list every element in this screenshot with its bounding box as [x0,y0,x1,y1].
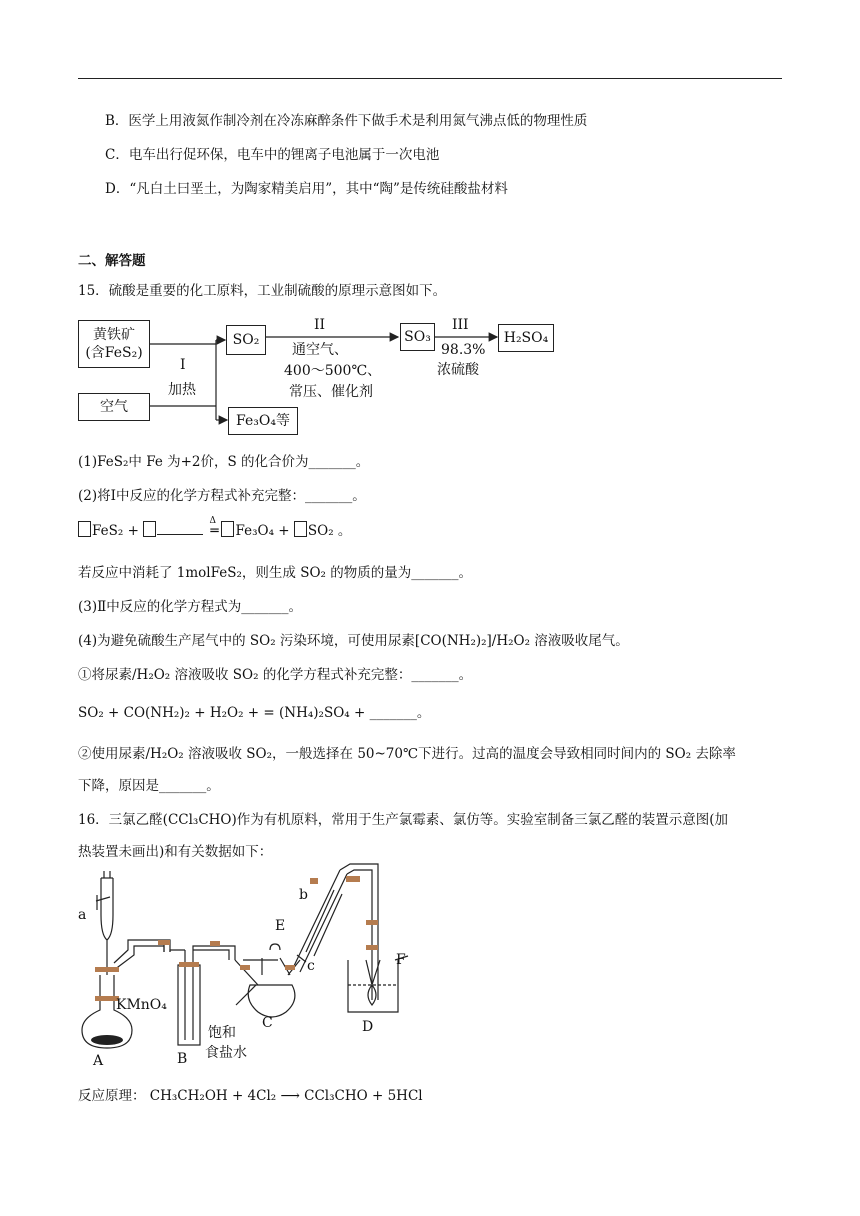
q15-equation-2: SO₂ + CO(NH₂)₂ + H₂O₂ + = (NH₄)₂SO₄ + _______。 [78,705,431,721]
brine-label-2: 食盐水 [205,1045,247,1061]
brine-label-1: 饱和 [208,1025,236,1041]
q16-intro-line2: 热装置未画出)和有关数据如下： [78,844,273,860]
q15-part4b-line2: 下降，原因是_______。 [78,778,220,794]
section-title: 二、解答题 [78,253,146,269]
q15-part2: (2)将Ⅰ中反应的化学方程式补充完整：_______。 [78,488,366,504]
q15-part1: (1)FeS₂中 Fe 为+2价，S 的化合价为_______。 [78,454,370,470]
h2so4-label: H₂SO₄ [503,330,549,346]
fe3o4-label: Fe₃O₄等 [236,413,290,429]
q15-part2b: 若反应中消耗了 1molFeS₂，则生成 SO₂ 的物质的量为_______。 [78,565,472,581]
step2-condition-2: 400～500℃、 [284,363,382,379]
q15-part3: (3)Ⅱ中反应的化学方程式为_______。 [78,599,303,615]
eq-fe3o4: Fe₃O₄ + [235,523,290,539]
label-e: E [275,918,286,934]
step3-roman: III [452,317,469,333]
label-b: b [299,887,308,903]
option-b: B．医学上用液氮作制冷剂在冷冻麻醉条件下做手术是利用氮气沸点低的物理性质 [105,113,588,129]
eq-so2: SO₂ 。 [307,523,352,539]
vessel-c-label: C [262,1015,273,1031]
eq-fes2: FeS₂ + [92,523,139,539]
step2-roman: II [314,317,326,333]
label-a: a [78,907,87,923]
reagent-kmno4: KMnO₄ [116,997,167,1013]
label-f: F [396,952,406,968]
step1-roman: I [180,357,186,373]
heat-equals-sign: Δ ═ [207,521,221,541]
step2-condition-1: 通空气、 [292,342,348,358]
option-c: C．电车出行促环保，电车中的锂离子电池属于一次电池 [105,147,440,163]
air-label: 空气 [100,399,128,415]
step2-condition-3: 常压、催化剂 [289,384,373,400]
step3-condition-2: 浓硫酸 [437,362,479,378]
q15-part4a: ①将尿素/H₂O₂ 溶液吸收 SO₂ 的化学方程式补充完整：_______。 [78,667,473,683]
vessel-a-label: A [93,1053,104,1069]
step1-condition: 加热 [168,382,196,398]
so3-label: SO₃ [404,329,431,345]
so2-label: SO₂ [232,332,260,348]
step3-condition-1: 98.3% [441,342,486,358]
vessel-d-label: D [362,1019,374,1035]
q15-part4: (4)为避免硫酸生产尾气中的 SO₂ 污染环境，可使用尿素[CO(NH₂)₂]/H₂O₂ 溶液吸收尾气。 [78,633,629,649]
pyrite-formula: (含FeS₂) [85,345,143,361]
pyrite-label: 黄铁矿 [93,327,135,343]
label-c: c [307,958,315,974]
q15-intro: 15．硫酸是重要的化工原料，工业制硫酸的原理示意图如下。 [78,283,447,299]
option-d: D．“凡白土曰垩土，为陶家精美启用”，其中“陶”是传统硅酸盐材料 [105,181,508,197]
delta-symbol: Δ [209,516,216,526]
q16-intro-line1: 16．三氯乙醛(CCl₃CHO)作为有机原料，常用于生产氯霉素、氯仿等。实验室制备三氯乙醛的装置示意图(加 [78,812,729,828]
q15-part4b-line1: ②使用尿素/H₂O₂ 溶液吸收 SO₂，一般选择在 50~70℃下进行。过高的温度会导致相同时间内的 SO₂ 去除率 [78,746,736,762]
vessel-b-label: B [177,1051,188,1067]
q16-reaction: 反应原理： CH₃CH₂OH + 4Cl₂ ⟶ CCl₃CHO + 5HCl [78,1088,423,1104]
